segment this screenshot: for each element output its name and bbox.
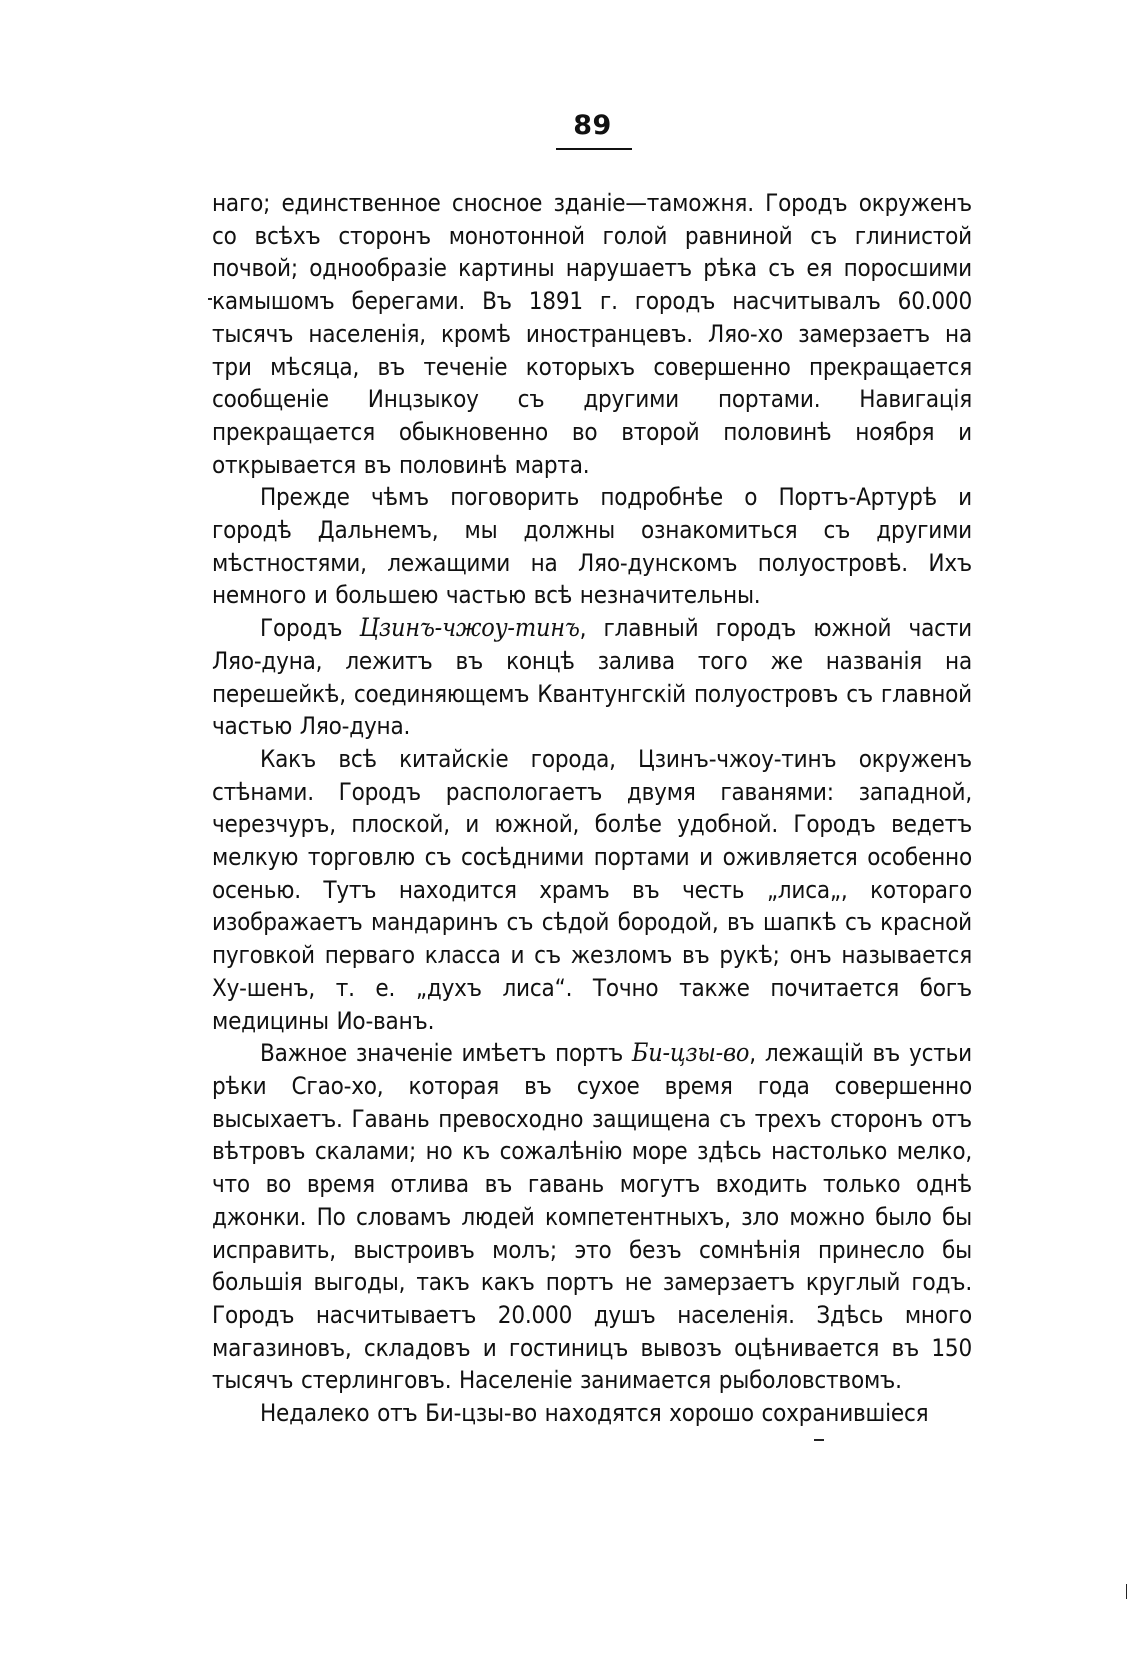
paragraph bbox=[212, 187, 972, 481]
text-segment: Важное значеніе имѣетъ портъ bbox=[260, 1039, 632, 1068]
text-segment: наго; единственное сносное зданіе—таможня. Городъ окруженъ со всѣхъ сторонъ монотонной голой равниной съ глинистой почвой; однообразіе картины нарушаетъ рѣка съ ея поросшими камышомъ берегами. Въ 1891 г. городъ насчитывалъ 60.000 тысячъ населенія, кромѣ иностранцевъ. Ляо-хо замерзаетъ на три мѣсяца, въ теченіе которыхъ совершенно прекращается сообщеніе Инцзыкоу съ другими портами. Навигація прекращается обыкновенно во второй половинѣ ноября и открывается въ половинѣ марта. bbox=[212, 189, 972, 479]
text-segment: Городъ bbox=[260, 614, 360, 643]
text-segment: , лежащій въ устьи рѣки Сгао-хо, которая въ сухое время года совершенно высыхаетъ. Гавань превосходно защищена съ трехъ сторонъ отъ вѣтровъ скалами; но къ сожалѣнію море здѣсь настолько мелко, что во время отлива въ гавань могутъ входить только однѣ джонки. По словамъ людей компетентныхъ, зло можно было бы исправить, выстроивъ молъ; это безъ сомнѣнія принесло бы большія выгоды, такъ какъ портъ не замерзаетъ круглый годъ. Городъ насчитываетъ 20.000 душъ населенія. Здѣсь много магазиновъ, складовъ и гостиницъ вывозъ оцѣнивается въ 150 тысячъ стерлинговъ. Населеніе занимается рыболовствомъ. bbox=[212, 1039, 972, 1395]
body-text bbox=[212, 187, 972, 1430]
page-number-rule bbox=[556, 148, 632, 150]
text-segment: , главный городъ южной части Ляо-дуна, лежитъ въ концѣ залива того же названія на перешейкѣ, соединяющемъ Квантунгскій полуостровъ съ главной частью Ляо-дуна. bbox=[212, 614, 972, 741]
place-name-italic: Би-цзы-во bbox=[631, 1038, 750, 1068]
text-segment: Какъ всѣ китайскіе города, Цзинъ-чжоу-тинъ окруженъ стѣнами. Городъ распологаетъ двумя гаванями: западной, черезчуръ, плоской, и южной, болѣе удобной. Городъ ведетъ мелкую торговлю съ сосѣдними портами и оживляется особенно осенью. Тутъ находится храмъ въ честь „лиса„, котораго изображаетъ мандаринъ съ сѣдой бородой, въ шапкѣ съ красной пуговкой перваго класса и съ жезломъ въ рукѣ; онъ называется Ху-шенъ, т. е. „духъ лиса“. Точно также почитается богъ медицины Ио-ванъ. bbox=[212, 744, 972, 1035]
text-segment: Недалеко отъ Би-цзы-во находятся хорошо сохранившіеся bbox=[260, 1399, 929, 1428]
paragraph bbox=[212, 743, 972, 1037]
paragraph bbox=[212, 1397, 972, 1430]
paragraph bbox=[212, 1037, 972, 1397]
page-number: 89 bbox=[573, 110, 612, 141]
paragraph bbox=[212, 612, 972, 743]
paragraph bbox=[212, 481, 972, 612]
print-speck bbox=[814, 1439, 824, 1441]
print-speck bbox=[1126, 1584, 1127, 1599]
place-name-italic: Цзинъ-чжоу-тинъ bbox=[359, 613, 580, 643]
text-segment: Прежде чѣмъ поговорить подробнѣе о Портъ-Артурѣ и городѣ Дальнемъ, мы должны ознакомиться съ другими мѣстностями, лежащими на Ляо-дунскомъ полуостровѣ. Ихъ немного и большею частью всѣ незначительны. bbox=[212, 483, 972, 610]
print-speck bbox=[208, 298, 212, 300]
